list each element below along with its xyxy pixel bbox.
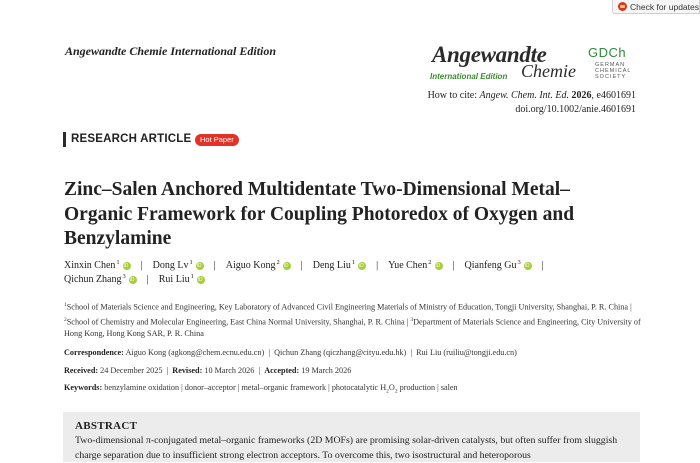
how-to-cite: How to cite: Angew. Chem. Int. Ed. 2026, e4601691 bbox=[427, 90, 636, 101]
author[interactable]: Rui Liu $^1$ iD bbox=[159, 274, 205, 285]
orcid-icon[interactable] bbox=[197, 276, 205, 284]
section-bar bbox=[63, 132, 66, 147]
author[interactable]: Xinxin Chen $^1$ iD bbox=[64, 260, 131, 271]
logo-subtitle: International Edition bbox=[430, 72, 508, 81]
journal-name: Angewandte Chemie International Edition bbox=[65, 44, 277, 58]
orcid-icon[interactable] bbox=[283, 262, 291, 270]
orcid-icon[interactable] bbox=[123, 262, 131, 270]
email-link[interactable]: qiczhang@cityu.edu.hk bbox=[325, 348, 404, 357]
keywords: Keywords: benzylamine oxidation | donor–acceptor | metal–organic framework | photocatalytic $H_2O_2$ production | salen bbox=[64, 383, 458, 395]
abstract-text: Two-dimensional π-conjugated metal–organic frameworks (2D MOFs) are promising solar-driven catalysts, but often suffer from sluggish charge separation due to insufficient strong electron acceptors. To overcome this, two isostructural and heteroporous bbox=[75, 435, 618, 461]
check-for-updates-button[interactable] bbox=[612, 0, 700, 14]
article-type: RESEARCH ARTICLE bbox=[71, 133, 192, 145]
orcid-icon[interactable] bbox=[524, 262, 532, 270]
author[interactable]: Qianfeng Gu $^3$ iD bbox=[465, 260, 532, 271]
author[interactable]: Qichun Zhang $^3$ iD bbox=[64, 274, 137, 285]
doi-link[interactable]: doi.org/10.1002/anie.4601691 bbox=[515, 104, 636, 115]
author[interactable]: Dong Lv $^1$ iD bbox=[153, 260, 204, 271]
logo-angewandte: Angewandte bbox=[432, 42, 547, 67]
authors-row: Xinxin Chen $^1$ iD | Dong Lv $^1$ iD | Aiguo Kong $^2$ iD | Deng Liu $^1$ iD | Yue Chen $^2$ iD | Qianfeng Gu $^3$ iD | bbox=[64, 260, 554, 271]
correspondence: Correspondence: Aiguo Kong (agkong@chem.ecnu.edu.cn) | Qichun Zhang (qiczhang@cityu.edu.hk) | Rui Liu (ruiliu@tongji.edu.cn) bbox=[64, 348, 517, 357]
orcid-icon[interactable] bbox=[129, 276, 137, 284]
gdch-line: GERMAN bbox=[595, 62, 626, 68]
crossmark-icon bbox=[618, 2, 627, 11]
hot-paper-badge: Hot Paper bbox=[195, 134, 239, 146]
gdch-line: SOCIETY bbox=[595, 74, 627, 80]
author[interactable]: Aiguo Kong $^2$ iD bbox=[226, 260, 291, 271]
article-title: Zinc–Salen Anchored Multidentate Two-Dimensional Metal–Organic Framework for Coupling Photoredox of Oxygen and Benzylamine bbox=[64, 179, 575, 249]
abstract-heading: ABSTRACT bbox=[75, 420, 138, 432]
author[interactable]: Yue Chen $^2$ iD bbox=[388, 260, 442, 271]
history-dates: Received: 24 December 2025 | Revised: 10 March 2026 | Accepted: 19 March 2026 bbox=[64, 366, 352, 375]
logo-chemie: Chemie bbox=[521, 61, 576, 81]
authors-row: Qichun Zhang $^3$ iD | Rui Liu $^1$ iD bbox=[64, 274, 205, 285]
email-link[interactable]: ruiliu@tongji.edu.cn bbox=[446, 348, 515, 357]
orcid-icon[interactable] bbox=[435, 262, 443, 270]
gdch-line: CHEMICAL bbox=[595, 68, 632, 74]
orcid-icon[interactable] bbox=[196, 262, 204, 270]
gdch-logo: GDCh bbox=[588, 45, 627, 60]
affiliations: $^1$School of Materials Science and Engineering, Key Laboratory of Advanced Civil Engineering Materials of Ministry of Education, Tongji University, Shanghai, P. R. China | $^2$School of Chemistry and Molecular Engineering, East China Normal University, Shanghai, P. R. China | $^3$Department of Materials Science and Engineering, City University of Hong Kong, Hong Kong SAR, P. R. China bbox=[64, 302, 641, 339]
orcid-icon[interactable] bbox=[358, 262, 366, 270]
email-link[interactable]: agkong@chem.ecnu.edu.cn bbox=[171, 348, 262, 357]
author[interactable]: Deng Liu $^1$ iD bbox=[313, 260, 366, 271]
check-for-updates-label: Check for updates bbox=[630, 1, 699, 12]
